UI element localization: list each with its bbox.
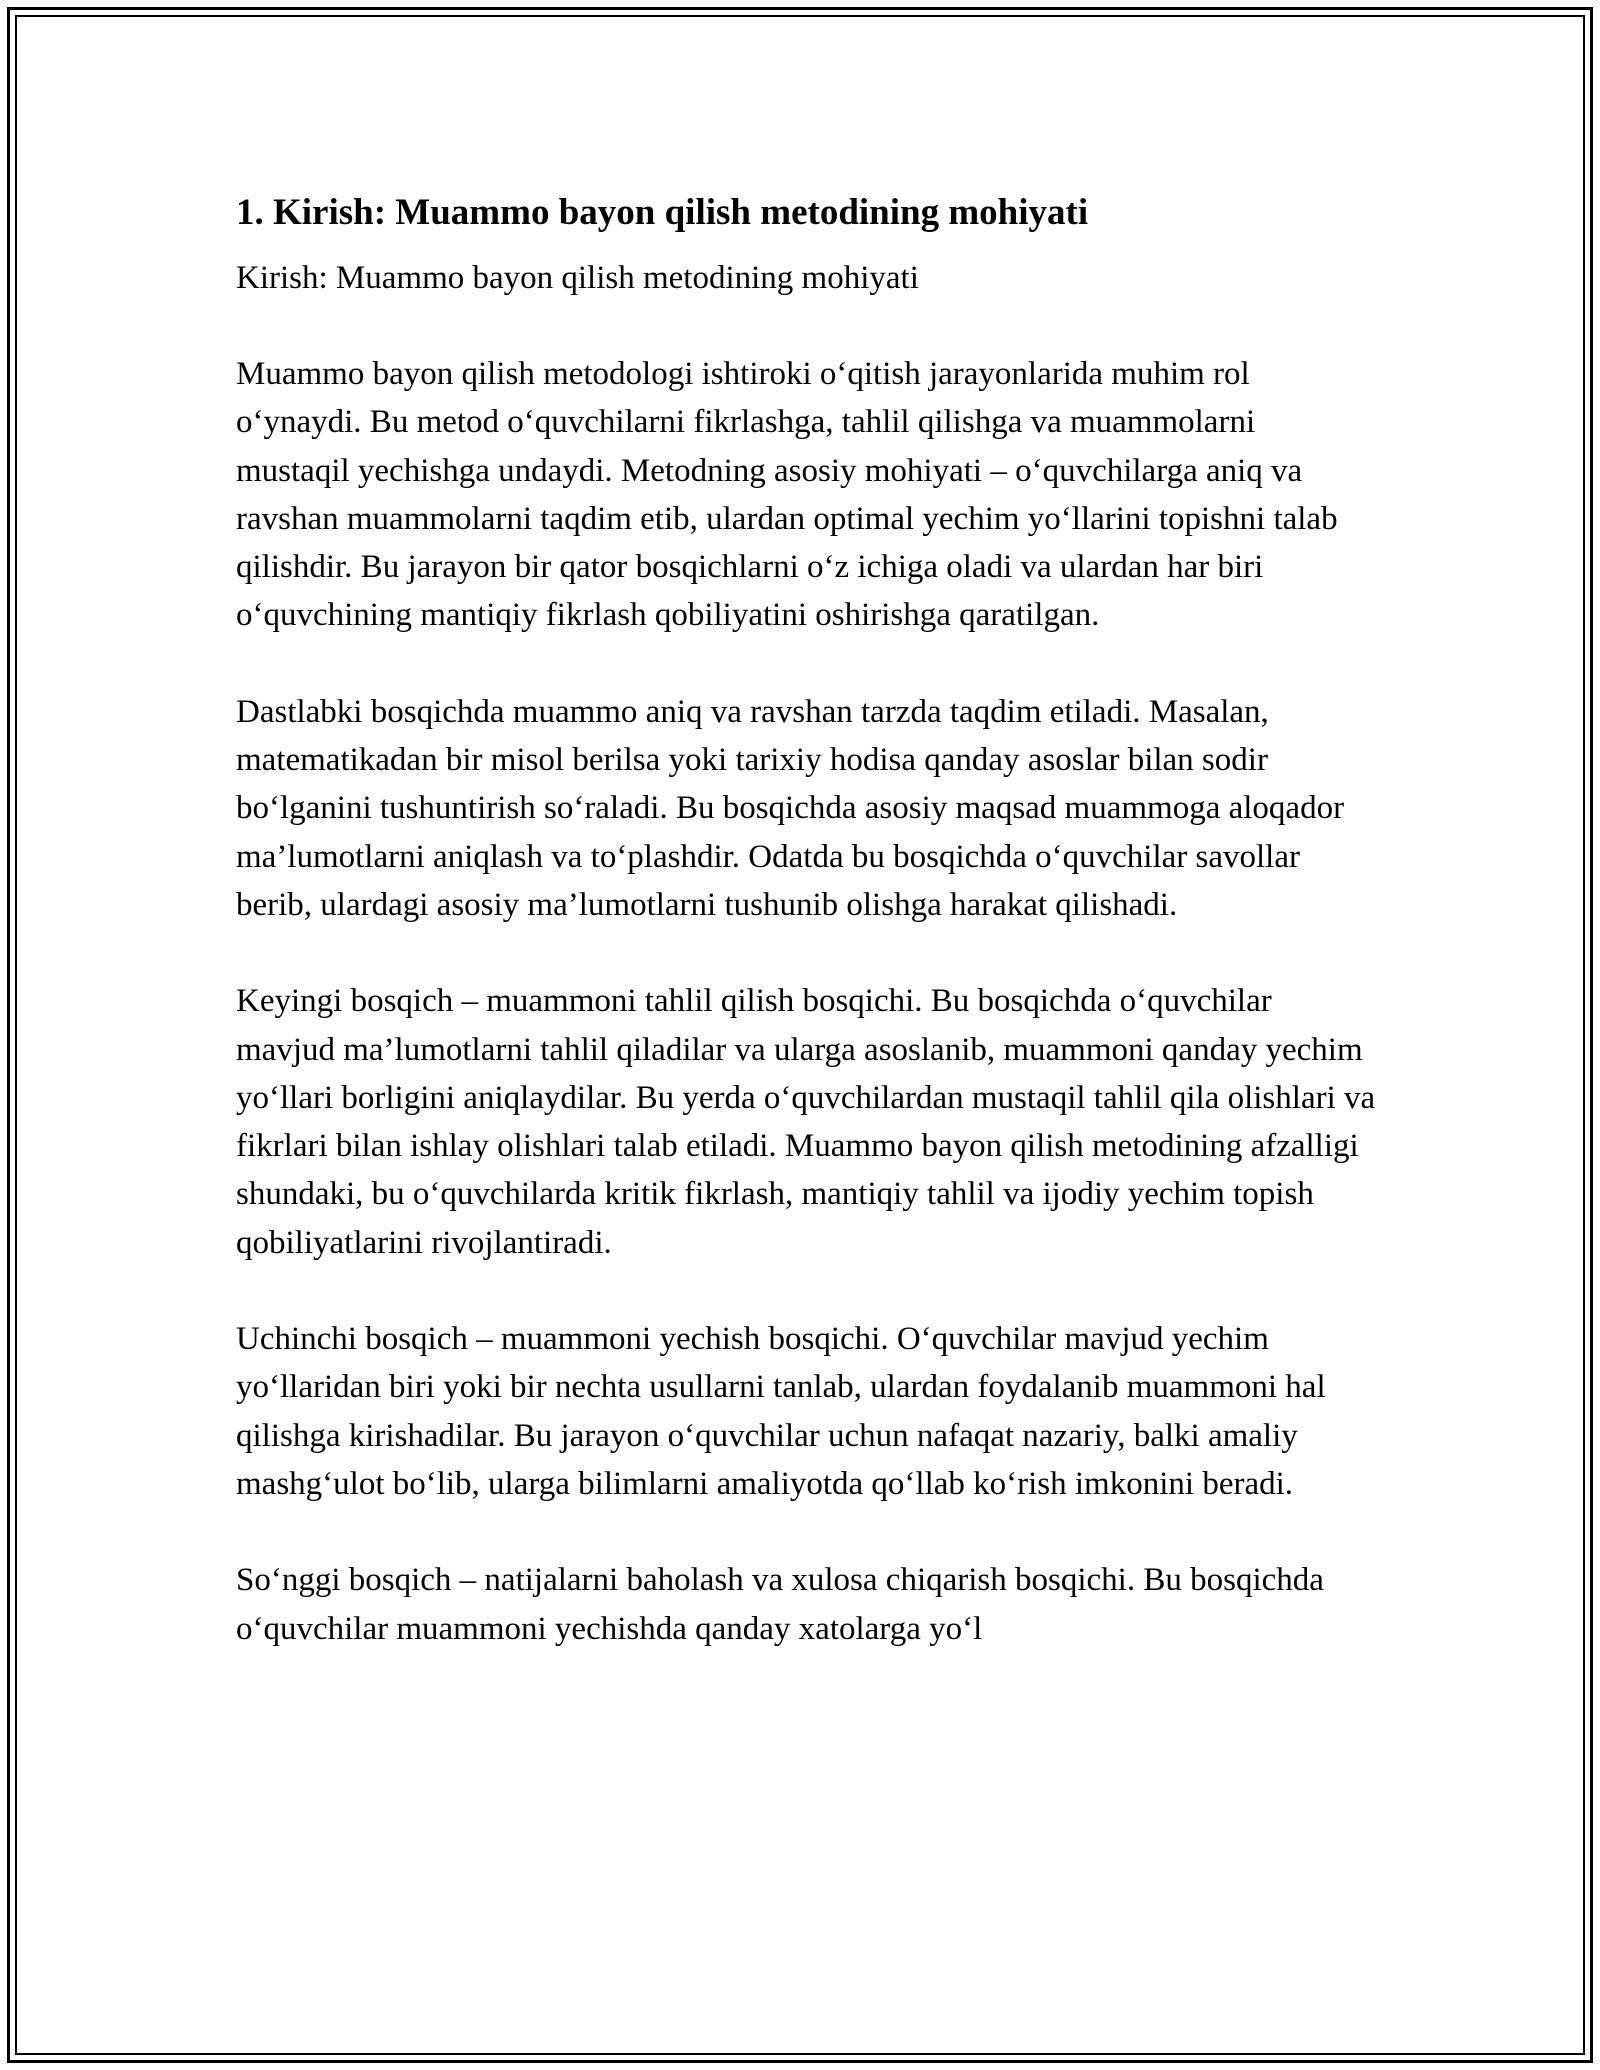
section-heading: 1. Kirish: Muammo bayon qilish metodining mohiyati [236,192,1089,233]
section-subheading: Kirish: Muammo bayon qilish metodining mohiyati [236,260,919,296]
paragraph-intro: Muammo bayon qilish metodologi ishtiroki o‘qitish jarayonlarida muhim rol o‘ynaydi. Bu metod o‘quvchilarni fikrlashga, tahlil qilishga va muammolarni mustaqil yechishga undaydi. Metodning asosiy mohiyati – o‘quvchilarga aniq va ravshan muammolarni taqdim etib, ulardan optimal yechim yo‘llarini topishni talab qilishdir. Bu jarayon bir qator bosqichlarni o‘z ichiga oladi va ulardan har biri o‘quvchining mantiqiy fikrlash qobiliyatini oshirishga qaratilgan. [236,356,1338,634]
paragraph-analysis-stage: Keyingi bosqich – muammoni tahlil qilish bosqichi. Bu bosqichda o‘quvchilar mavjud ma’lumotlarni tahlil qiladilar va ularga asoslanib, muammoni qanday yechim yo‘llari borligini aniqlaydilar. Bu yerda o‘quvchilardan mustaqil tahlil qila olishlari va fikrlari bilan ishlay olishlari talab etiladi. Muammo bayon qilish metodining afzalligi shundaki, bu o‘quvchilarda kritik fikrlash, mantiqiy tahlil va ijodiy yechim topish qobiliyatlarini rivojlantiradi. [236,983,1376,1261]
document-body [236,184,1376,1653]
paragraph-first-stage: Dastlabki bosqichda muammo aniq va ravshan tarzda taqdim etiladi. Masalan, matematikadan bir misol berilsa yoki tarixiy hodisa qanday asoslar bilan sodir bo‘lganini tushuntirish so‘raladi. Bu bosqichda asosiy maqsad muammoga aloqador ma’lumotlarni aniqlash va to‘plashdir. Odatda bu bosqichda o‘quvchilar savollar berib, ulardagi asosiy ma’lumotlarni tushunib olishga harakat qilishadi. [236,693,1345,923]
paragraph-final-stage: So‘nggi bosqich – natijalarni baholash va xulosa chiqarish bosqichi. Bu bosqichda o‘quvchilar muammoni yechishda qanday xatolarga yo‘l [236,1562,1324,1647]
paragraph-solving-stage: Uchinchi bosqich – muammoni yechish bosqichi. O‘quvchilar mavjud yechim yo‘llaridan biri yoki bir nechta usullarni tanlab, ulardan foydalanib muammoni hal qilishga kirishadilar. Bu jarayon o‘quvchilar uchun nafaqat nazariy, balki amaliy mashg‘ulot bo‘lib, ularga bilimlarni amaliyotda qo‘llab ko‘rish imkonini beradi. [236,1321,1326,1502]
